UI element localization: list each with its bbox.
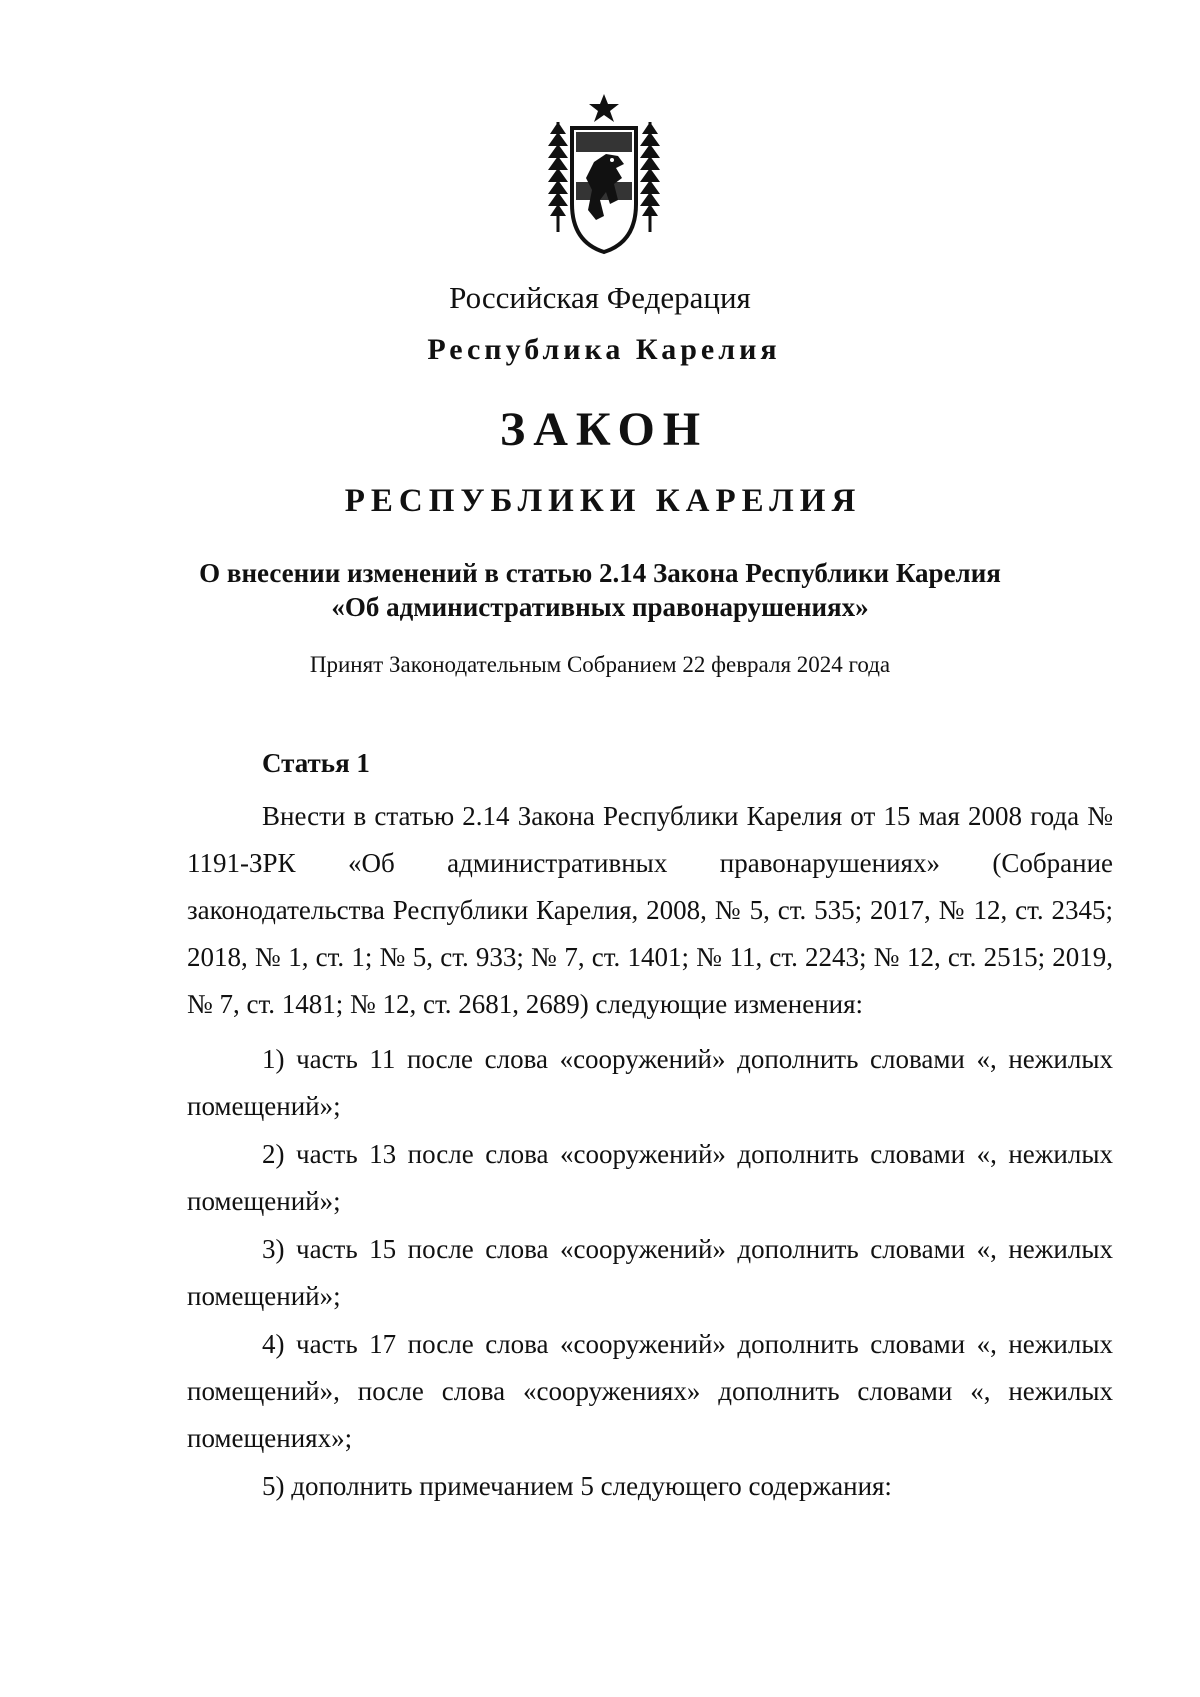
document-issuer: РЕСПУБЛИКИ КАРЕЛИЯ [344,483,862,519]
republic-name: Республика Карелия [427,333,781,366]
amendment-item-1: 1) часть 11 после слова «сооружений» дополнить словами «, нежилых помещений»; [187,1044,1113,1121]
amendment-item-4: 4) часть 17 после слова «сооружений» дополнить словами «, нежилых помещений», после слова «сооружениях» дополнить словами «, нежилых помещениях»; [187,1329,1113,1453]
amendment-item-3: 3) часть 15 после слова «сооружений» дополнить словами «, нежилых помещений»; [187,1234,1113,1311]
country-name: Российская Федерация [449,280,751,315]
coat-of-arms-emblem [548,92,660,260]
amendment-item-2: 2) часть 13 после слова «сооружений» дополнить словами «, нежилых помещений»; [187,1139,1113,1216]
amendment-item-5: 5) дополнить примечанием 5 следующего содержания: [262,1471,892,1501]
law-title-line-1: О внесении изменений в статью 2.14 Закона Республики Карелия [199,558,1001,588]
article-intro-paragraph: Внести в статью 2.14 Закона Республики Карелия от 15 мая 2008 года № 1191-ЗРК «Об административных правонарушениях» (Собрание законодательства Республики Карелия, 2008, № 5, ст. 535; 2017, № 12, ст. 2345; 2018, № 1, ст. 1; № 5, ст. 933; № 7, ст. 1401; № 11, ст. 2243; № 12, ст. 2515; 2019, № 7, ст. 1481; № 12, ст. 2681, 2689) следующие изменения: [187,801,1113,1019]
document-type: ЗАКОН [499,403,709,456]
law-title-line-2: «Об административных правонарушениях» [331,592,869,622]
adoption-note: Принят Законодательным Собранием 22 февраля 2024 года [309,652,891,677]
article-heading: Статья 1 [262,748,370,778]
